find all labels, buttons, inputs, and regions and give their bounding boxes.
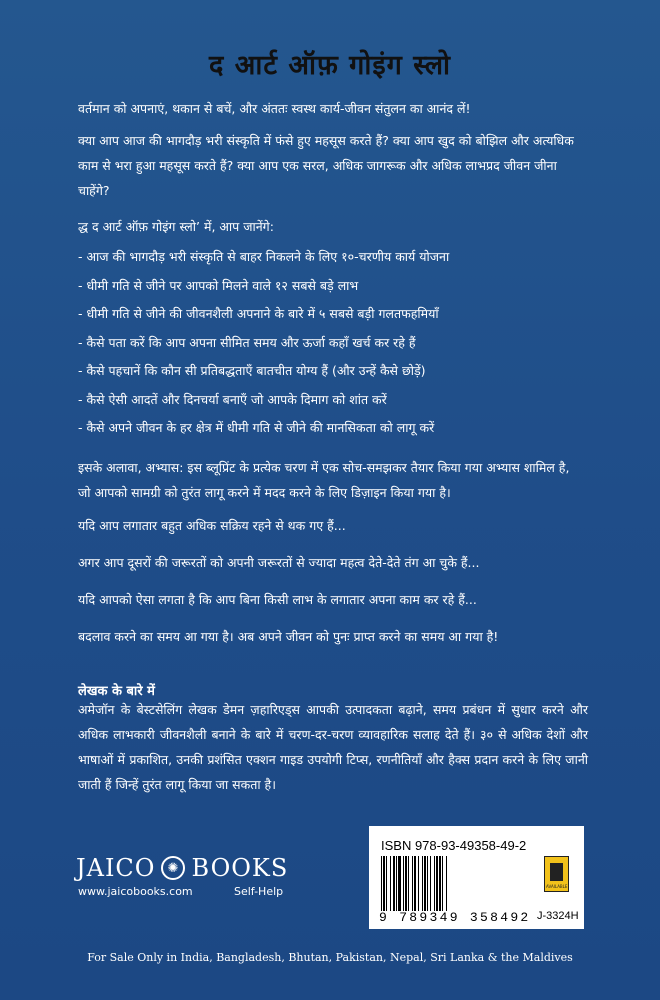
hook-line-3: यदि आपको ऐसा लगता है कि आप बिना किसी लाभ के लगातार अपना काम कर रहे हैं... [78,592,477,607]
list-item: - कैसे ऐसी आदतें और दिनचर्या बनाएँ जो आपके दिमाग को शांत करें [78,391,387,407]
ebook-available-label: AVAILABLE [546,884,568,889]
list-item: - कैसे पहचानें कि कौन सी प्रतिबद्धताएँ बातचीत योग्य हैं (और उन्हें कैसे छोड़ें) [78,363,426,378]
exercises-paragraph: इसके अलावा, अभ्यास: इस ब्लूप्रिंट के प्रत्येक चरण में एक सोच-समझकर तैयार किया गया अभ्यास शामिल है, जो आपको सामग्री को तुरंत लागू करने में मदद करने के लिए डिज़ाइन किया गया है। [78,460,570,500]
product-code: J-3324H [537,910,579,922]
publisher-name-left: JAICO [76,854,156,882]
barcode-icon [381,856,531,911]
ebook-icon [550,863,563,881]
learning-list [78,243,578,443]
about-author-heading: लेखक के बारे में [78,684,155,699]
list-item: - कैसे पता करें कि आप अपना सीमित समय और ऊर्जा कहाँ खर्च कर रहे हैं [78,334,416,350]
tagline: वर्तमान को अपनाएं, थकान से बचें, और अंततः स्वस्थ कार्य-जीवन संतुलन का आनंद लें! [78,101,471,116]
book-title: द आर्ट ऑफ़ गोइंग स्लो [208,50,452,81]
list-item: - धीमी गति से जीने की जीवनशैली अपनाने के बारे में ५ सबसे बड़ी गलतफहमियाँ [78,306,439,321]
genre-label: Self-Help [234,885,284,898]
publisher-website: www.jaicobooks.com [78,885,193,898]
hook-line-2: अगर आप दूसरों की जरूरतों को अपनी जरूरतों से ज्यादा महत्व देते-देते तंग आ चुके हैं... [78,555,480,570]
jaico-emblem-icon: ✺ [161,856,185,880]
intro-paragraph: क्या आप आज की भागदौड़ भरी संस्कृति में फंसे हुए महसूस करते हैं? क्या आप खुद को बोझिल और अत्यधिक काम से भरा हुआ महसूस करते हैं? क्या आप एक सरल, अधिक जागरूक और अधिक लाभप्रद जीवन जीना चाहेंगे? [78,133,574,198]
hook-line-4: बदलाव करने का समय आ गया है। अब अपने जीवन को पुनः प्राप्त करने का समय आ गया है! [78,629,499,644]
list-item: - धीमी गति से जीने पर आपको मिलने वाले १२ सबसे बड़े लाभ [78,277,359,293]
publisher-name-right: BOOKS [191,854,289,882]
barcode-panel [369,826,584,929]
barcode-digits: 9 789349 358492 [379,910,531,925]
sale-territory-notice: For Sale Only in India, Bangladesh, Bhutan, Pakistan, Nepal, Sri Lanka & the Maldives [87,951,573,964]
isbn-text: ISBN 978-93-49358-49-2 [381,838,527,853]
list-item: - आज की भागदौड़ भरी संस्कृति से बाहर निकलने के लिए १०-चरणीय कार्य योजना [78,249,450,264]
hook-line-1: यदि आप लगातार बहुत अधिक सक्रिय रहने से थक गए हैं... [78,518,346,533]
list-item: - कैसे अपने जीवन के हर क्षेत्र में धीमी गति से जीने की मानसिकता को लागू करें [78,420,435,435]
ebook-badge [544,856,569,892]
learn-heading: द्ध द आर्ट ऑफ़ गोइंग स्लो’ में, आप जानेंगे: [78,219,274,234]
about-author-text: अमेजॉन के बेस्टसेलिंग लेखक डेमन ज़हारिएड्स आपकी उत्पादकता बढ़ाने, समय प्रबंधन में सुधार करने और अधिक लाभकारी जीवनशैली बनाने के बारे में चरण-दर-चरण व्यावहारिक सलाह देते हैं। ३० से अधिक देशों और भाषाओं में प्रकाशित, उनकी प्रशंसित एक्शन गाइड उपयोगी टिप्स, रणनीतियाँ और हैक्स प्रदान करने के लिए जानी जाती हैं जिन्हें तुरंत लागू किया जा सकता है। [78,702,588,792]
publisher-logo [76,852,288,884]
